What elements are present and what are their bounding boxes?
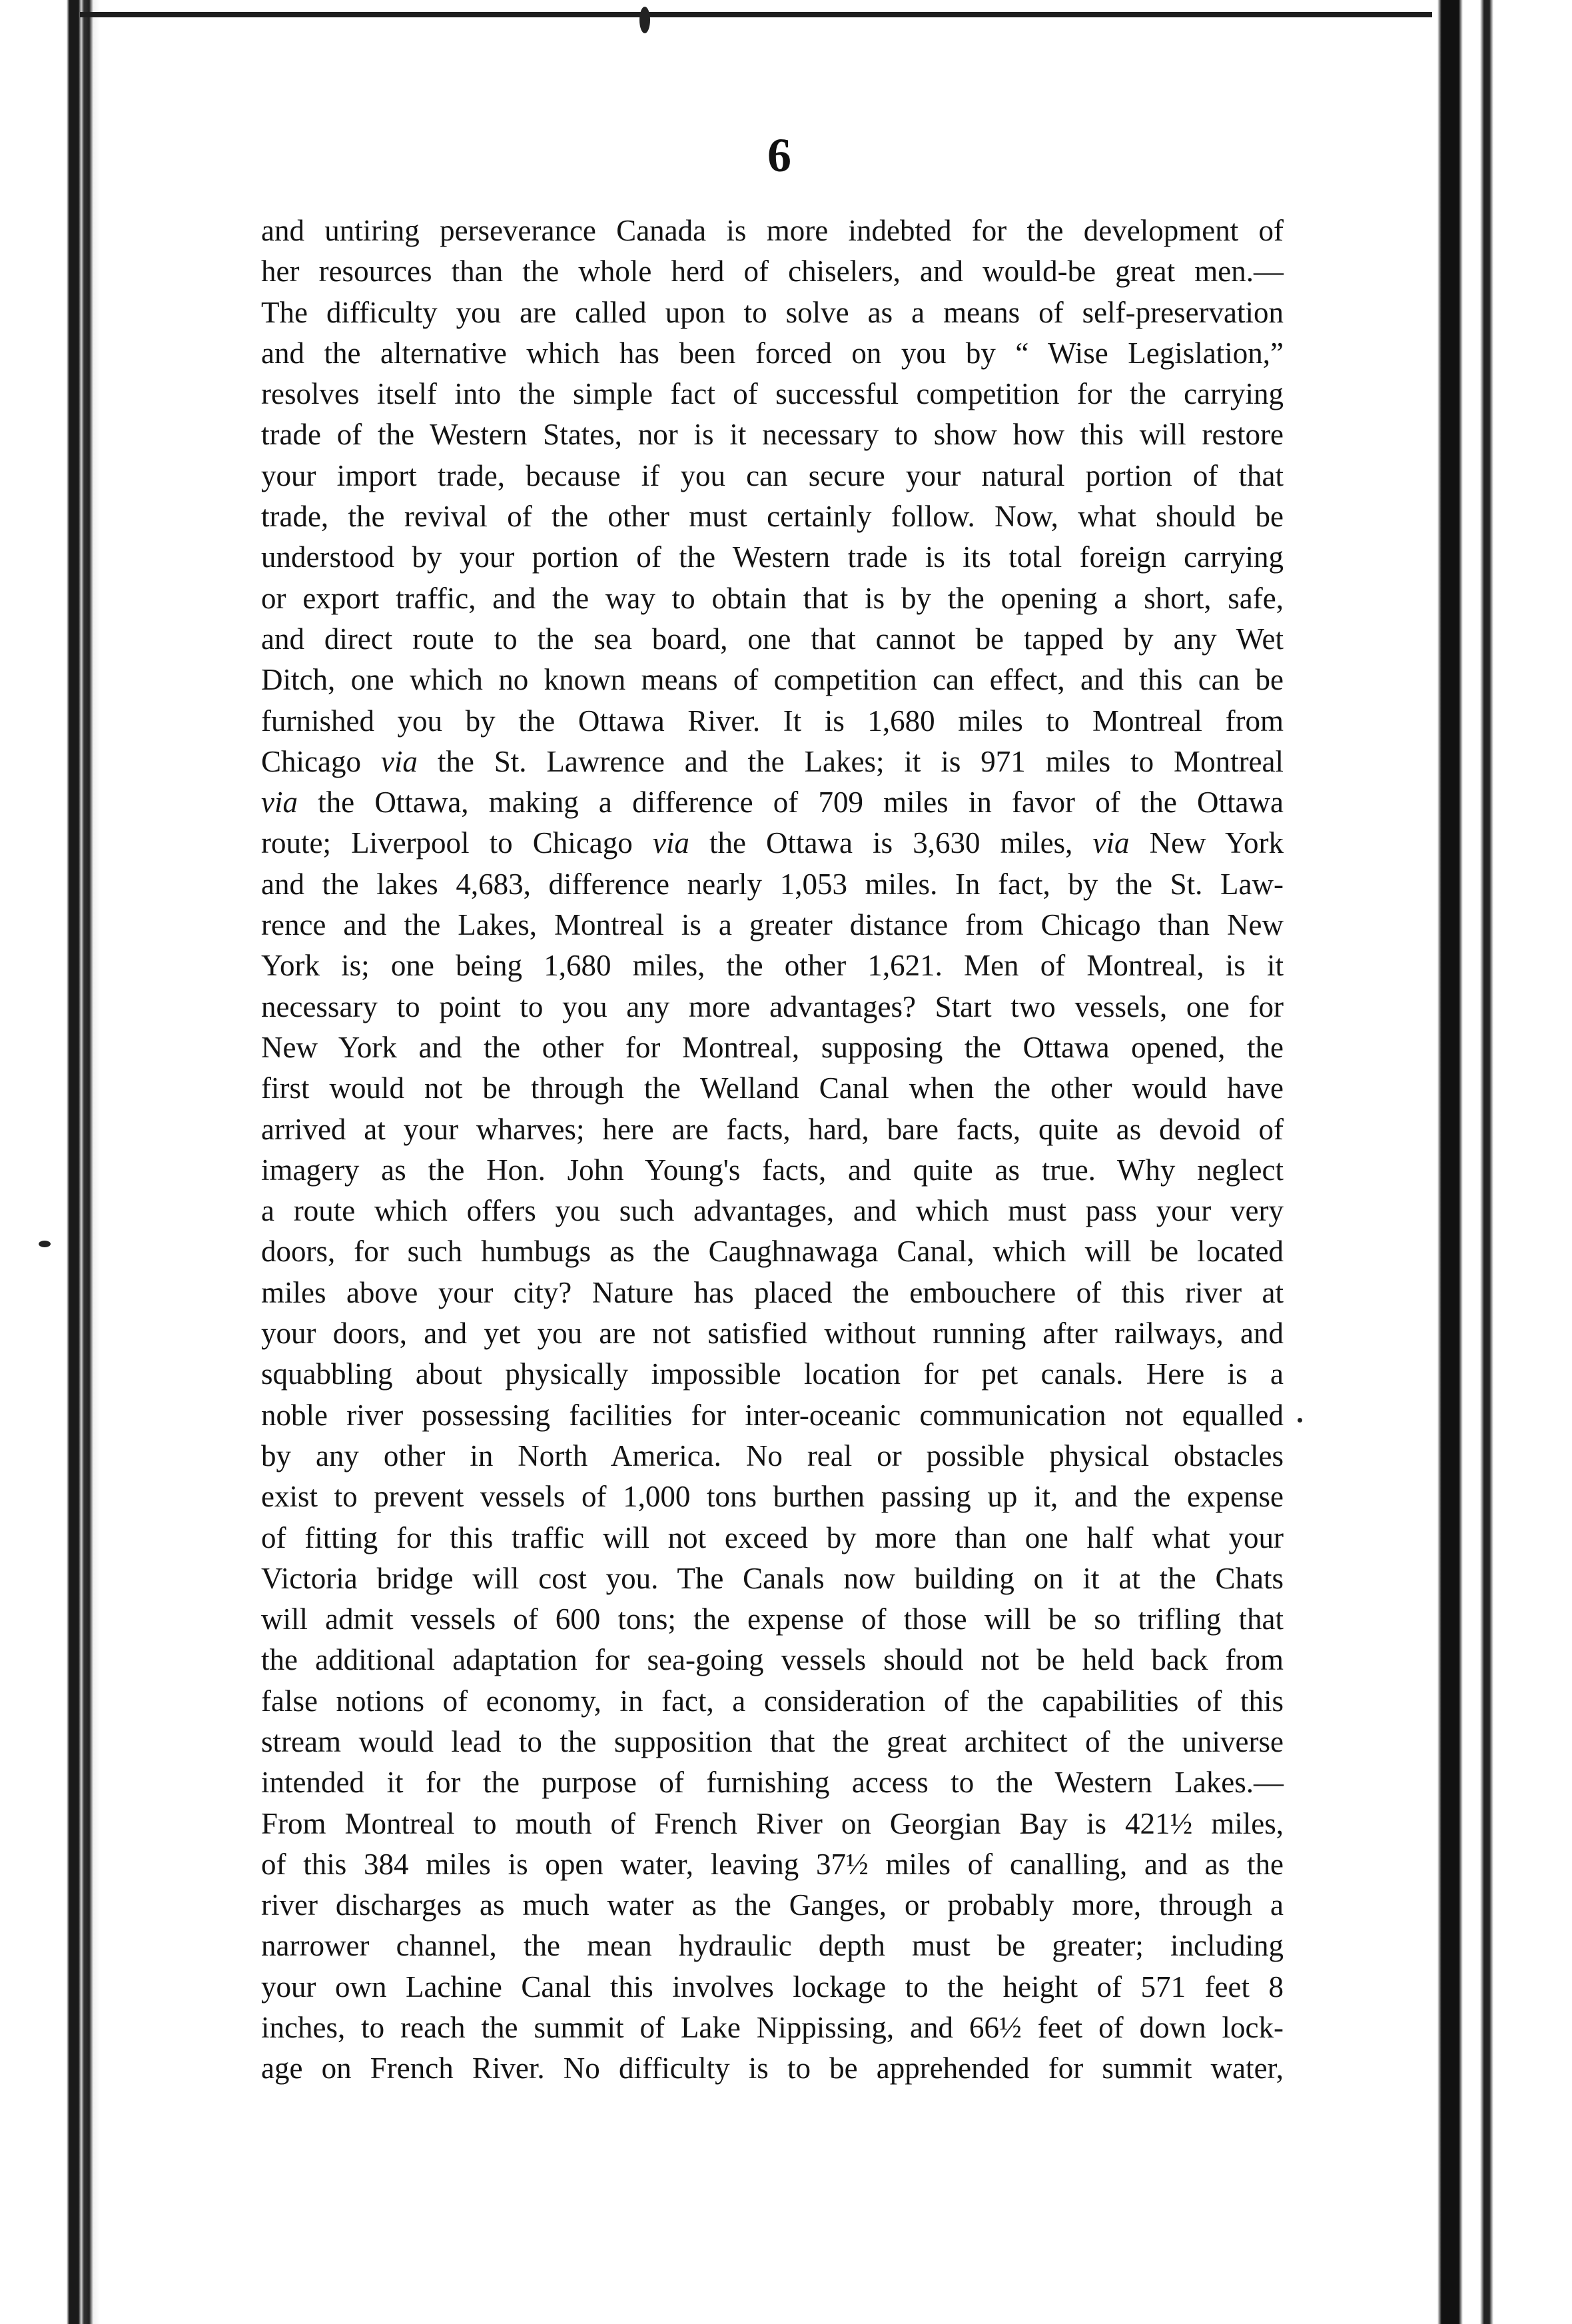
text-line: and the alternative which has been forced on you by “ Wise Legislation,”: [261, 336, 1284, 370]
text-line: first would not be through the Welland Canal when the other would have: [261, 1071, 1284, 1105]
text-line: doors, for such humbugs as the Caughnawaga Canal, which will be located: [261, 1235, 1284, 1269]
text-line: river discharges as much water as the Ganges, or probably more, through a: [261, 1888, 1284, 1922]
right-page-edge: [1432, 0, 1572, 2324]
text-line: a route which offers you such advantages, and which must pass your very: [261, 1194, 1284, 1228]
text-line: and untiring perseverance Canada is more indebted for the development of: [261, 214, 1284, 247]
text-line: your own Lachine Canal this involves lockage to the height of 571 feet 8: [261, 1970, 1284, 2004]
text-line: via the Ottawa, making a difference of 709 miles in favor of the Ottawa: [261, 786, 1284, 820]
text-line: exist to prevent vessels of 1,000 tons burthen passing up it, and the expense: [261, 1480, 1284, 1514]
text-line: narrower channel, the mean hydraulic depth must be greater; including: [261, 1929, 1284, 1963]
text-line: necessary to point to you any more advantages? Start two vessels, one for: [261, 989, 1284, 1023]
text-line: and direct route to the sea board, one that cannot be tapped by any Wet: [261, 622, 1284, 656]
text-line: or export traffic, and the way to obtain that is by the opening a short, safe,: [261, 581, 1284, 615]
text-line: resolves itself into the simple fact of successful competition for the carrying: [261, 377, 1284, 411]
text-line: From Montreal to mouth of French River on Georgian Bay is 421½ miles,: [261, 1806, 1284, 1840]
text-line: route; Liverpool to Chicago via the Ottawa is 3,630 miles, via New York: [261, 826, 1284, 860]
text-line: arrived at your wharves; here are facts, hard, bare facts, quite as devoid of: [261, 1112, 1284, 1146]
text-line: intended it for the purpose of furnishing access to the Western Lakes.—: [261, 1766, 1284, 1800]
text-line: The difficulty you are called upon to solve as a means of self-preservation: [261, 295, 1284, 329]
text-line: imagery as the Hon. John Young's facts, and quite as true. Why neglect: [261, 1153, 1284, 1187]
text-line: your import trade, because if you can secure your natural portion of that: [261, 458, 1284, 492]
text-line: will admit vessels of 600 tons; the expense of those will be so trifling that: [261, 1602, 1284, 1636]
ink-speck: [39, 1241, 51, 1247]
text-line: trade, the revival of the other must certainly follow. Now, what should be: [261, 500, 1284, 534]
text-line: your doors, and yet you are not satisfied without running after railways, and: [261, 1317, 1284, 1351]
text-line: understood by your portion of the Western trade is its total foreign carrying: [261, 540, 1284, 574]
text-line: Victoria bridge will cost you. The Canals now building on it at the Chats: [261, 1561, 1284, 1595]
text-line: New York and the other for Montreal, supposing the Ottawa opened, the: [261, 1030, 1284, 1064]
text-line: miles above your city? Nature has placed the embouchere of this river at: [261, 1275, 1284, 1309]
text-line: Ditch, one which no known means of competition can effect, and this can be: [261, 663, 1284, 697]
text-line: York is; one being 1,680 miles, the other 1,621. Men of Montreal, is it: [261, 949, 1284, 983]
text-line: Chicago via the St. Lawrence and the Lakes; it is 971 miles to Montreal: [261, 744, 1284, 778]
text-line: of fitting for this traffic will not exceed by more than one half what your: [261, 1520, 1284, 1554]
text-line: her resources than the whole herd of chiselers, and would-be great men.—: [261, 255, 1284, 289]
text-line: age on French River. No difficulty is to be apprehended for summit water,: [261, 2051, 1284, 2085]
body-text: [261, 211, 1284, 2089]
text-line: squabbling about physically impossible location for pet canals. Here is a: [261, 1357, 1284, 1391]
page-number: 6: [767, 129, 791, 182]
text-line: the additional adaptation for sea-going vessels should not be held back from: [261, 1643, 1284, 1677]
text-line: trade of the Western States, nor is it necessary to show how this will restore: [261, 418, 1284, 452]
text-line: rence and the Lakes, Montreal is a greater distance from Chicago than New: [261, 908, 1284, 942]
text-line: of this 384 miles is open water, leaving 37½ miles of canalling, and as the: [261, 1847, 1284, 1881]
text-line: stream would lead to the supposition that the great architect of the universe: [261, 1724, 1284, 1758]
ink-speck: [1298, 1418, 1302, 1423]
ink-speck: [639, 7, 650, 33]
text-line: and the lakes 4,683, difference nearly 1,053 miles. In fact, by the St. Law-: [261, 867, 1284, 901]
text-line: false notions of economy, in fact, a consideration of the capabilities of this: [261, 1684, 1284, 1718]
top-page-edge: [80, 12, 1445, 17]
text-line: noble river possessing facilities for inter-oceanic communication not equalled: [261, 1398, 1284, 1432]
left-binding-edge: [0, 0, 100, 2324]
text-line: inches, to reach the summit of Lake Nippissing, and 66½ feet of down lock-: [261, 2011, 1284, 2045]
text-line: by any other in North America. No real or possible physical obstacles: [261, 1439, 1284, 1472]
text-line: furnished you by the Ottawa River. It is 1,680 miles to Montreal from: [261, 704, 1284, 738]
